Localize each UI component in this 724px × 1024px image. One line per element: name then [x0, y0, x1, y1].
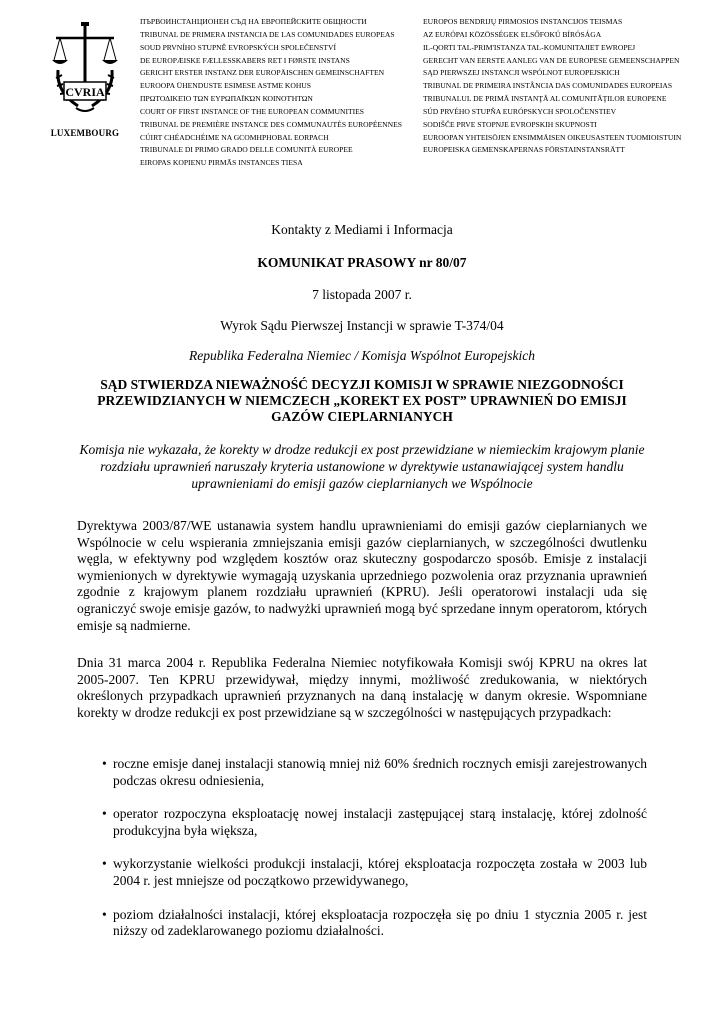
- court-name: TRIBUNAL DE PRIMERA INSTANCIA DE LAS COMUNIDADES EUROPEAS: [140, 29, 395, 39]
- bullet-icon: •: [102, 856, 107, 872]
- court-name: SĄD PIERWSZEJ INSTANCJI WSPÓLNOT EUROPEJSKICH: [423, 68, 620, 78]
- court-name: TRIBUNAL DE PREMIÈRE INSTANCE DES COMMUNAUTÉS EUROPÉENNES: [140, 119, 402, 129]
- court-name: EUROPEISKA GEMENSKAPERNAS FÖRSTAINSTANSRÄTT: [423, 145, 625, 155]
- logo-text: CVRIA: [65, 85, 105, 99]
- list-item: [77, 806, 647, 839]
- court-name: EUROOPAN YHTEISÖJEN ENSIMMÄISEN OIKEUSASTEEN TUOMIOISTUIN: [423, 132, 682, 142]
- court-name: EUROOPA ÜHENDUSTE ESIMESE ASTME KOHUS: [140, 81, 312, 91]
- court-name: ΠΡΩΤΟΔΙΚΕΊΟ ΤΩΝ ΕΥΡΩΠΑΪΚΏΝ ΚΟΙΝΟΤΉΤΩΝ: [140, 94, 313, 104]
- court-name: COURT OF FIRST INSTANCE OF THE EUROPEAN COMMUNITIES: [140, 106, 365, 116]
- body-paragraph-2: Dnia 31 marca 2004 r. Republika Federalna Niemiec notyfikowała Komisji swój KPRU na okres lat 2005-2007. Ten KPRU przewidywał, między innymi, możliwość zredukowania, w niektórych określonych przypadkach uprawnień przyznanych na daną instalację w danym okresie. Wspomniane korekty w drodze redukcji ex post przewidziane są w szczególności w następujących przypadkach:: [77, 655, 647, 720]
- body-paragraph-1: Dyrektywa 2003/87/WE ustanawia system handlu uprawnieniami do emisji gazów cieplarnianych we Wspólnocie w celu wspierania zmniejszania emisji gazów cieplarnianych, w szczególności dwutlenku węgla, w efektywny pod względem kosztów oraz skuteczny gospodarczo sposób. Emisje z instalacji wymienionych w dyrektywie wymagają uzyskania uprzedniego pozwolenia oraz przyznania uprawnień zgodnie z krajowym planem rozdziału uprawnień (KPRU). Jeśli operatorowi instalacji uda się ograniczyć swoje emisje gazów, to nadwyżki uprawnień mogą być sprzedane innym operatorom, których emisje są nadmierne.: [77, 518, 647, 633]
- bullet-icon: •: [102, 806, 107, 822]
- court-name: EIROPAS KOPIENU PIRMĀS INSTANCES TIESA: [140, 158, 303, 168]
- case-parties: Republika Federalna Niemiec / Komisja Wspólnot Europejskich: [189, 348, 535, 363]
- list-item: [77, 907, 647, 940]
- judgment-line: Wyrok Sądu Pierwszej Instancji w sprawie T-374/04: [220, 318, 504, 333]
- release-title: KOMUNIKAT PRASOWY nr 80/07: [257, 255, 467, 270]
- court-name: SOUD PRVNÍHO STUPNĚ EVROPSKÝCH SPOLEČENSTVÍ: [140, 42, 337, 52]
- court-name: IL-QORTI TAL-PRIM'ISTANZA TAL-KOMUNITAJIET EWROPEJ: [423, 42, 636, 52]
- headline: SĄD STWIERDZA NIEWAŻNOŚĆ DECYZJI KOMISJI W SPRAWIE NIEZGODNOŚCI PRZEWIDZIANYCH W NIEMCZECH „KOREKT EX POST” UPRAWNIEŃ DO EMISJI GAZÓW CIEPLARNIANYCH: [97, 377, 627, 424]
- court-name: AZ EURÓPAI KÖZÖSSÉGEK ELSŐFOKÚ BÍRÓSÁGA: [423, 29, 602, 39]
- court-name: GERECHT VAN EERSTE AANLEG VAN DE EUROPESE GEMEENSCHAPPEN: [423, 55, 680, 65]
- list-item-text: operator rozpoczyna eksploatację nowej instalacji zastępującej starą instalację, której zdolność produkcyjna była większa,: [113, 806, 647, 838]
- list-item-text: roczne emisje danej instalacji stanowią mniej niż 60% średnich rocznych emisji zarejestrowanych podczas okresu odniesienia,: [113, 756, 647, 788]
- list-item-text: wykorzystanie wielkości produkcji instalacji, której eksploatacja rozpoczęta została w 2003 lub 2004 r. jest mniejsze od początkowo przewidywanego,: [113, 856, 647, 888]
- correction-cases-list: [77, 756, 647, 957]
- subtitle: Komisja nie wykazała, że korekty w drodze redukcji ex post przewidziane w niemieckim krajowym planie rozdziału uprawnień naruszały kryteria ustanowione w dyrektywie ustanawiającej system handlu uprawnieniami do emisji gazów cieplarnianych we Wspólnocie: [79, 442, 645, 491]
- court-name: TRIBUNALUL DE PRIMĂ INSTANŢĂ AL COMUNITĂŢILOR EUROPENE: [423, 94, 667, 104]
- list-item: [77, 856, 647, 889]
- court-names-left: [140, 16, 402, 170]
- bullet-icon: •: [102, 906, 107, 922]
- contacts-line: Kontakty z Mediami i Informacja: [271, 222, 453, 237]
- court-name: DE EUROPÆISKE FÆLLESSKABERS RET I FØRSTE INSTANS: [140, 55, 350, 65]
- court-names-right: [423, 16, 681, 157]
- court-logo: [44, 20, 126, 138]
- court-name: SÚD PRVÉHO STUPŇA EURÓPSKYCH SPOLOČENSTIEV: [423, 106, 617, 116]
- cvria-emblem-icon: [48, 20, 122, 118]
- release-date: 7 listopada 2007 r.: [312, 287, 412, 302]
- court-name: EUROPOS BENDRIJŲ PIRMOSIOS INSTANCIJOS TEISMAS: [423, 17, 623, 26]
- court-name: CÚIRT CHÉADCHÉIME NA GCOMHPHOBAL EORPACH: [140, 132, 329, 142]
- list-item: [77, 756, 647, 789]
- court-name: TRIBUNAL DE PRIMEIRA INSTÂNCIA DAS COMUNIDADES EUROPEIAS: [423, 81, 673, 91]
- court-city: LUXEMBOURG: [50, 128, 120, 138]
- court-name: ПЪРВОИНСТАНЦИОНЕН СЪД НА ЕВРОПЕЙСКИТЕ ОБЩНОСТИ: [140, 17, 367, 26]
- court-name: SODIŠČE PRVE STOPNJE EVROPSKIH SKUPNOSTI: [423, 119, 597, 129]
- court-name: GERICHT ERSTER INSTANZ DER EUROPÄISCHEN GEMEINSCHAFTEN: [140, 68, 385, 78]
- list-item-text: poziom działalności instalacji, której eksploatacja rozpoczęła się po dniu 1 stycznia 2005 r. jest niższy od zadeklarowanego poziomu działalności.: [113, 906, 647, 939]
- bullet-icon: •: [102, 756, 107, 771]
- court-name: TRIBUNALE DI PRIMO GRADO DELLE COMUNITÀ EUROPEE: [140, 145, 353, 155]
